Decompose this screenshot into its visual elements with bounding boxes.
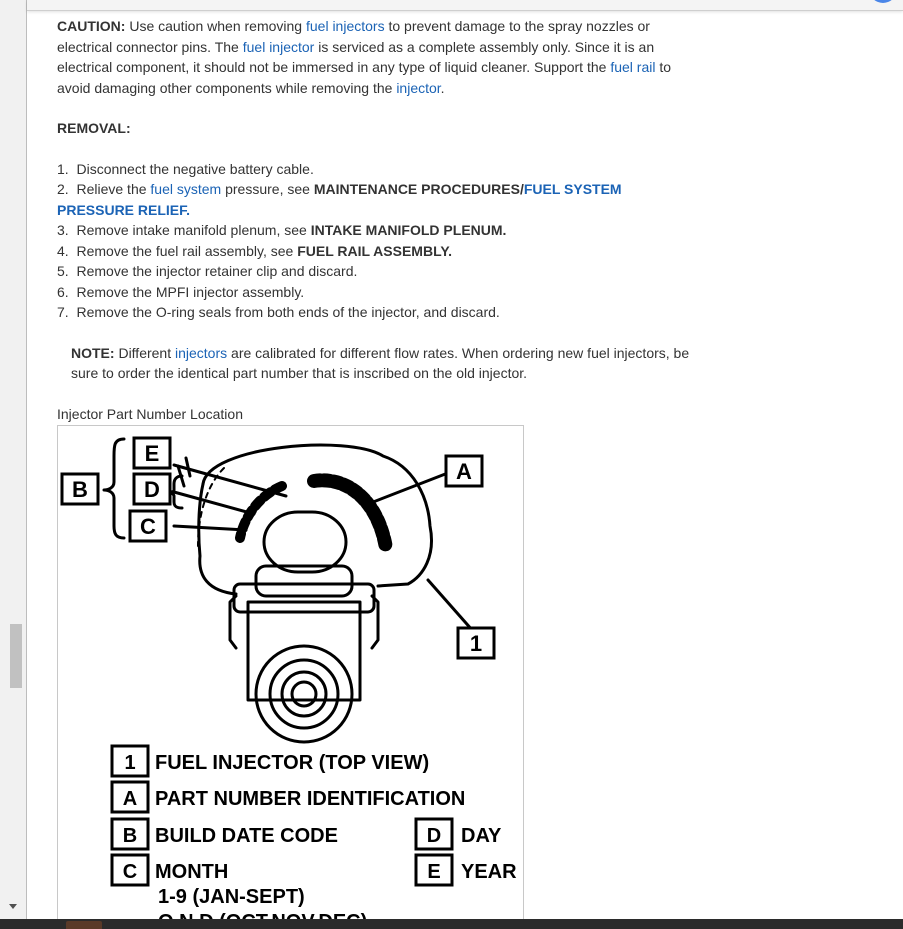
legend-key-d: D [426, 825, 442, 847]
link-fuel-rail[interactable]: fuel rail [610, 59, 656, 75]
text: Relieve the [76, 181, 151, 197]
bottom-taskbar [0, 919, 903, 929]
text: . [440, 79, 445, 96]
avatar[interactable] [869, 0, 897, 3]
text: pressure, see [221, 181, 314, 197]
text: Remove the fuel rail assembly, see [76, 242, 298, 259]
callout-1-label: 1 [469, 631, 483, 656]
link-injectors[interactable]: injectors [175, 344, 228, 361]
legend-year: YEAR [461, 861, 517, 883]
scroll-down-arrow-icon[interactable] [9, 904, 17, 909]
scrollbar-thumb[interactable] [10, 624, 22, 688]
link-fuel-system-pressure-relief[interactable]: FUEL SYSTEM PRESSURE RELIEF. [57, 181, 622, 218]
step-text: Remove the MPFI injector assembly. [76, 283, 305, 300]
legend-part-number-identification: PART NUMBER IDENTIFICATION [155, 788, 466, 810]
legend-key-c: C [122, 861, 138, 883]
callout-c-label: C [140, 514, 156, 539]
callout-b-label: B [72, 477, 88, 502]
step-4 [57, 241, 697, 262]
text: to prevent damage to the spray nozzles or electrical connector pins. The [57, 18, 650, 55]
legend-key-1: 1 [124, 752, 136, 774]
legend-key-b: B [122, 825, 138, 847]
step-5 [57, 261, 697, 282]
link-fuel-system[interactable]: fuel system [150, 181, 222, 197]
legend-month: MONTH [155, 861, 229, 883]
taskbar-app-icon[interactable] [66, 921, 102, 929]
caution-paragraph [57, 16, 697, 98]
step-text: Remove the injector retainer clip and discard. [76, 263, 358, 279]
note-label: NOTE: [71, 344, 115, 361]
left-scrollbar[interactable] [0, 0, 27, 919]
note-paragraph [57, 343, 697, 384]
step-6 [57, 282, 697, 303]
legend-build-date-code: BUILD DATE CODE [155, 825, 338, 847]
step-number: 1. [57, 160, 69, 177]
step-number: 3. [57, 222, 69, 238]
text: Remove intake manifold plenum, see [76, 222, 311, 238]
legend-fuel-injector: FUEL INJECTOR (TOP VIEW) [155, 752, 430, 774]
legend-month-range-1: 1-9 (JAN-SEPT) [158, 886, 305, 908]
text: Use caution when removing [125, 18, 306, 34]
callout-d-label: D [144, 477, 160, 502]
legend-day: DAY [461, 825, 502, 847]
step-number: 6. [57, 283, 69, 300]
legend-key-a: A [122, 788, 138, 810]
top-bar [27, 0, 903, 11]
figure-caption: Injector Part Number Location [57, 405, 243, 422]
link-injector[interactable]: injector [396, 79, 441, 96]
text: INTAKE MANIFOLD PLENUM. [310, 222, 507, 238]
legend-key-e: E [427, 861, 441, 883]
step-1 [57, 159, 697, 180]
removal-steps [57, 159, 697, 323]
text: MAINTENANCE PROCEDURES/ [313, 181, 524, 197]
removal-heading: REMOVAL: [57, 120, 131, 136]
text: to avoid damaging other components while removing the [57, 59, 672, 96]
step-number: 7. [57, 304, 69, 320]
link-fuel-injectors[interactable]: fuel injectors [305, 18, 385, 34]
text: FUEL RAIL ASSEMBLY. [297, 242, 453, 259]
text: Different [114, 344, 175, 361]
text: are calibrated for different flow rates. When ordering new fuel injectors, be sure to order the identical part number that is inscribed on the old injector. [71, 344, 690, 381]
step-text: Disconnect the negative battery cable. [76, 160, 314, 177]
step-3 [57, 220, 697, 241]
step-number: 4. [57, 242, 69, 259]
callout-e-label: E [144, 441, 160, 466]
step-number: 2. [57, 181, 69, 197]
injector-diagram [57, 425, 524, 927]
step-7 [57, 302, 697, 323]
step-text: Remove the O-ring seals from both ends of the injector, and discard. [76, 304, 500, 320]
link-fuel-injector[interactable]: fuel injector [242, 38, 315, 55]
article-content [57, 16, 697, 424]
caution-label: CAUTION: [57, 18, 126, 34]
text: is serviced as a complete assembly only. Since it is an electrical component, it should not be immersed in any type of liquid cleaner. Support the [57, 38, 655, 75]
step-2 [57, 179, 697, 220]
callout-a-label: A [456, 459, 472, 484]
injector-diagram-svg [58, 426, 523, 926]
step-number: 5. [57, 263, 69, 279]
